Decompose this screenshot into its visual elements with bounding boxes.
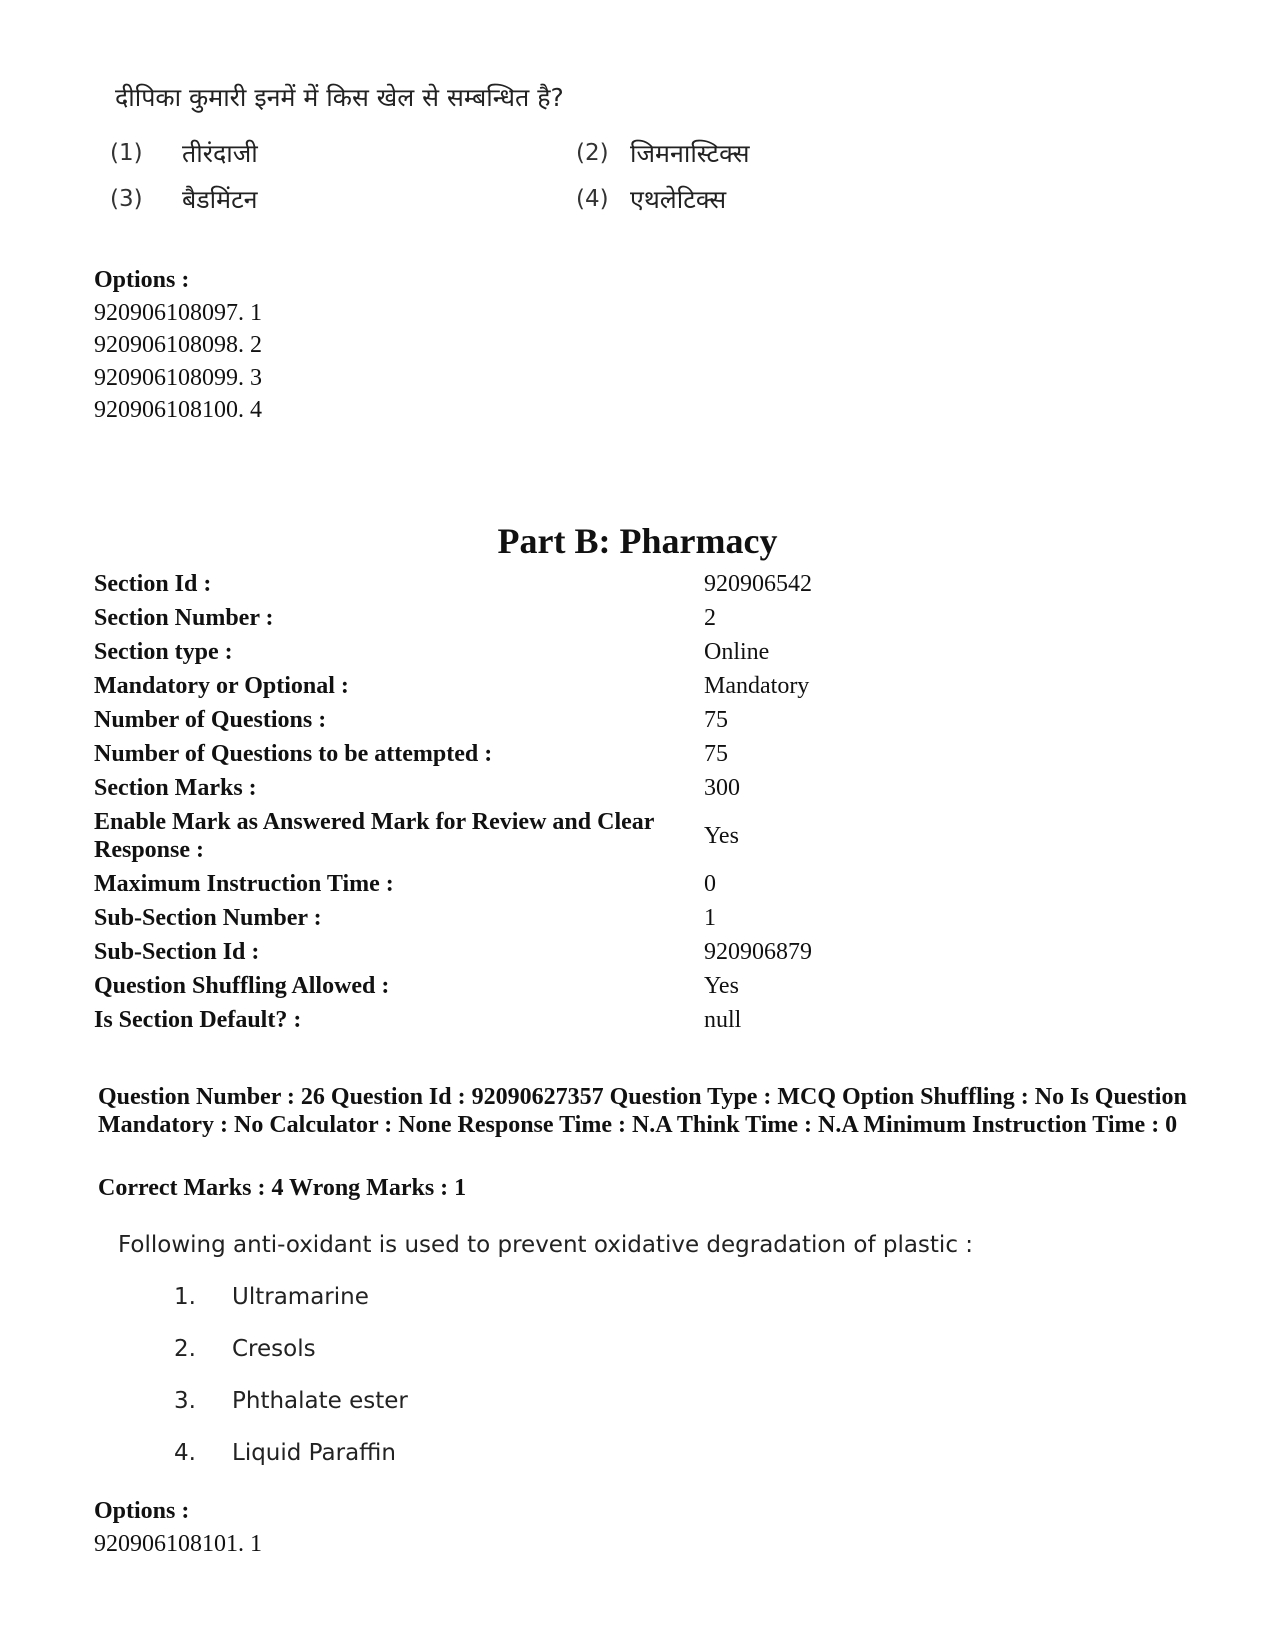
info-value: null — [704, 1007, 742, 1033]
section-info-row — [94, 1003, 1194, 1037]
section-info-row — [94, 703, 1194, 737]
info-value: Yes — [704, 973, 739, 999]
option-id-line: 920906108100. 4 — [94, 397, 262, 423]
info-value: 920906542 — [704, 571, 812, 597]
section-info-row — [94, 805, 1194, 867]
hindi-option-label: बैडमिंटन — [182, 185, 258, 214]
info-value: Yes — [704, 823, 739, 849]
info-value: 300 — [704, 775, 740, 801]
info-value: 920906879 — [704, 939, 812, 965]
english-option-label: Ultramarine — [232, 1284, 369, 1310]
info-label: Section Id : — [94, 571, 212, 597]
section-info-row — [94, 567, 1194, 601]
hindi-option-3 — [110, 185, 258, 214]
english-option-label: Cresols — [232, 1336, 316, 1362]
info-label: Sub-Section Number : — [94, 905, 322, 931]
info-value: Mandatory — [704, 673, 810, 699]
info-label: Number of Questions : — [94, 707, 327, 733]
section-info-row — [94, 867, 1194, 901]
hindi-option-number: (3) — [110, 186, 143, 212]
hindi-option-number: (1) — [110, 140, 143, 166]
question-marks: Correct Marks : 4 Wrong Marks : 1 — [98, 1175, 467, 1201]
question-metadata: Question Number : 26 Question Id : 92090627357 Question Type : MCQ Option Shuffling : No Is Question Mandatory : No Calculator : None Response Time : N.A Think Time : N.A Minimum Instruction Time : 0 — [98, 1084, 1187, 1138]
info-label: Question Shuffling Allowed : — [94, 973, 390, 999]
section-info-row — [94, 737, 1194, 771]
section-info-row — [94, 601, 1194, 635]
english-option-4 — [174, 1440, 396, 1466]
part-title: Part B: Pharmacy — [497, 521, 778, 561]
section-info-row — [94, 935, 1194, 969]
hindi-option-label: जिमनास्टिक्स — [630, 139, 750, 168]
info-label: Sub-Section Id : — [94, 939, 260, 965]
hindi-option-label: तीरंदाजी — [182, 139, 258, 168]
info-label: Number of Questions to be attempted : — [94, 741, 493, 767]
option-id-line: 920906108098. 2 — [94, 332, 262, 358]
info-value: 1 — [704, 905, 716, 931]
option-id-line: 920906108097. 1 — [94, 299, 262, 326]
option-id-line: 920906108101. 1 — [94, 1531, 262, 1557]
info-label: Section Marks : — [94, 775, 257, 801]
english-option-2 — [174, 1336, 316, 1362]
info-label: Maximum Instruction Time : — [94, 871, 394, 897]
section-info-row — [94, 969, 1194, 1003]
english-option-number: 4. — [174, 1440, 196, 1466]
section-info-row — [94, 771, 1194, 805]
options-heading: Options : — [94, 1498, 190, 1524]
info-label: Enable Mark as Answered Mark for Review and Clear Response : — [94, 809, 654, 863]
english-option-1 — [174, 1284, 369, 1310]
hindi-option-number: (2) — [576, 140, 609, 166]
hindi-option-2 — [576, 139, 750, 168]
info-value: 0 — [704, 871, 716, 897]
section-info-table — [94, 567, 1194, 1037]
info-label: Mandatory or Optional : — [94, 673, 349, 699]
option-id-line: 920906108099. 3 — [94, 364, 262, 391]
info-value: 75 — [704, 707, 728, 733]
english-option-label: Liquid Paraffin — [232, 1440, 396, 1466]
hindi-option-1 — [110, 139, 258, 168]
section-info-row — [94, 669, 1194, 703]
english-question-text: Following anti-oxidant is used to prevent oxidative degradation of plastic : — [118, 1232, 974, 1258]
info-label: Is Section Default? : — [94, 1007, 302, 1033]
options-block — [94, 264, 262, 427]
english-option-number: 2. — [174, 1336, 196, 1362]
english-option-3 — [174, 1388, 408, 1414]
info-label: Section type : — [94, 639, 233, 665]
hindi-option-4 — [576, 185, 727, 214]
english-option-label: Phthalate ester — [232, 1388, 408, 1414]
options-heading: Options : — [94, 267, 190, 293]
english-option-number: 1. — [174, 1284, 196, 1310]
hindi-option-label: एथलेटिक्स — [630, 185, 727, 214]
english-option-number: 3. — [174, 1388, 196, 1414]
section-info-row — [94, 901, 1194, 935]
info-value: 75 — [704, 741, 728, 767]
info-value: Online — [704, 639, 770, 665]
info-value: 2 — [704, 605, 716, 631]
section-info-row — [94, 635, 1194, 669]
hindi-option-number: (4) — [576, 186, 609, 212]
options-block — [94, 1495, 262, 1561]
hindi-question-text: दीपिका कुमारी इनमें में किस खेल से सम्बन्धित है? — [115, 83, 564, 112]
info-label: Section Number : — [94, 605, 274, 631]
